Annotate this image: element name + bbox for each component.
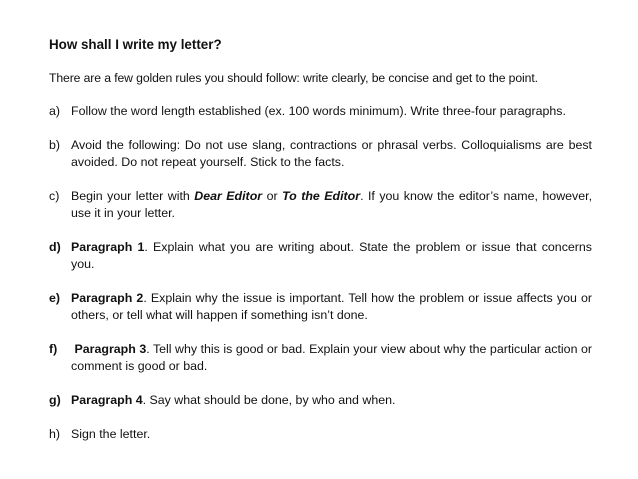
list-item-text — [71, 188, 592, 222]
text-segment: . If you know the editor’s name, however, use it in your letter. — [71, 189, 593, 220]
paragraph-label: Paragraph 4 — [71, 393, 143, 407]
list-item-text — [71, 392, 592, 409]
list-item-g — [49, 392, 592, 409]
list-item-d — [49, 239, 592, 273]
text-segment: . Explain why the issue is important. Tell how the problem or issue affects you or others, or tell what will happen if something isn’t done. — [71, 291, 593, 322]
list-item-b — [49, 137, 592, 171]
list-marker: g) — [49, 393, 61, 407]
list-marker: f) — [49, 342, 58, 356]
list-item-e — [49, 290, 592, 324]
list-item-f — [49, 341, 592, 375]
list-marker: e) — [49, 291, 61, 305]
list-marker: b) — [49, 138, 61, 152]
paragraph-label: Paragraph 2 — [71, 291, 144, 305]
text-segment: . Say what should be done, by who and when. — [142, 393, 396, 407]
intro-text: There are a few golden rules you should follow: write clearly, be concise and get to the point. — [49, 71, 538, 85]
list-marker: h) — [49, 427, 61, 441]
document-title: How shall I write my letter? — [49, 37, 222, 52]
text-segment: . Tell why this is good or bad. Explain your view about why the particular action or comment is good or bad. — [71, 342, 592, 373]
document-page — [49, 36, 592, 443]
emphasis-to-the-editor: To the Editor — [282, 189, 361, 203]
list-item-text: Sign the letter. — [71, 427, 151, 441]
list-item-text — [71, 290, 592, 324]
list-item-text — [71, 239, 592, 273]
list-item-h — [49, 426, 592, 443]
list-item-text: Avoid the following: Do not use slang, contractions or phrasal verbs. Colloquialisms are best avoided. Do not repeat yourself. Stick to the facts. — [71, 138, 592, 169]
list-item-text — [71, 341, 592, 375]
emphasis-dear-editor: Dear Editor — [194, 189, 263, 203]
paragraph-label: Paragraph 3 — [74, 342, 147, 356]
list-item-c — [49, 188, 592, 222]
list-item-text: Follow the word length established (ex. 100 words minimum). Write three-four paragraphs. — [71, 104, 566, 118]
text-segment: or — [262, 189, 283, 203]
paragraph-label: Paragraph 1 — [71, 240, 145, 254]
list-marker: c) — [49, 189, 60, 203]
text-segment: Begin your letter with — [71, 189, 195, 203]
list-marker: a) — [49, 104, 61, 118]
list-marker: d) — [49, 240, 61, 254]
text-segment: . Explain what you are writing about. State the problem or issue that concerns you. — [71, 240, 592, 271]
list-item-a — [49, 103, 592, 120]
